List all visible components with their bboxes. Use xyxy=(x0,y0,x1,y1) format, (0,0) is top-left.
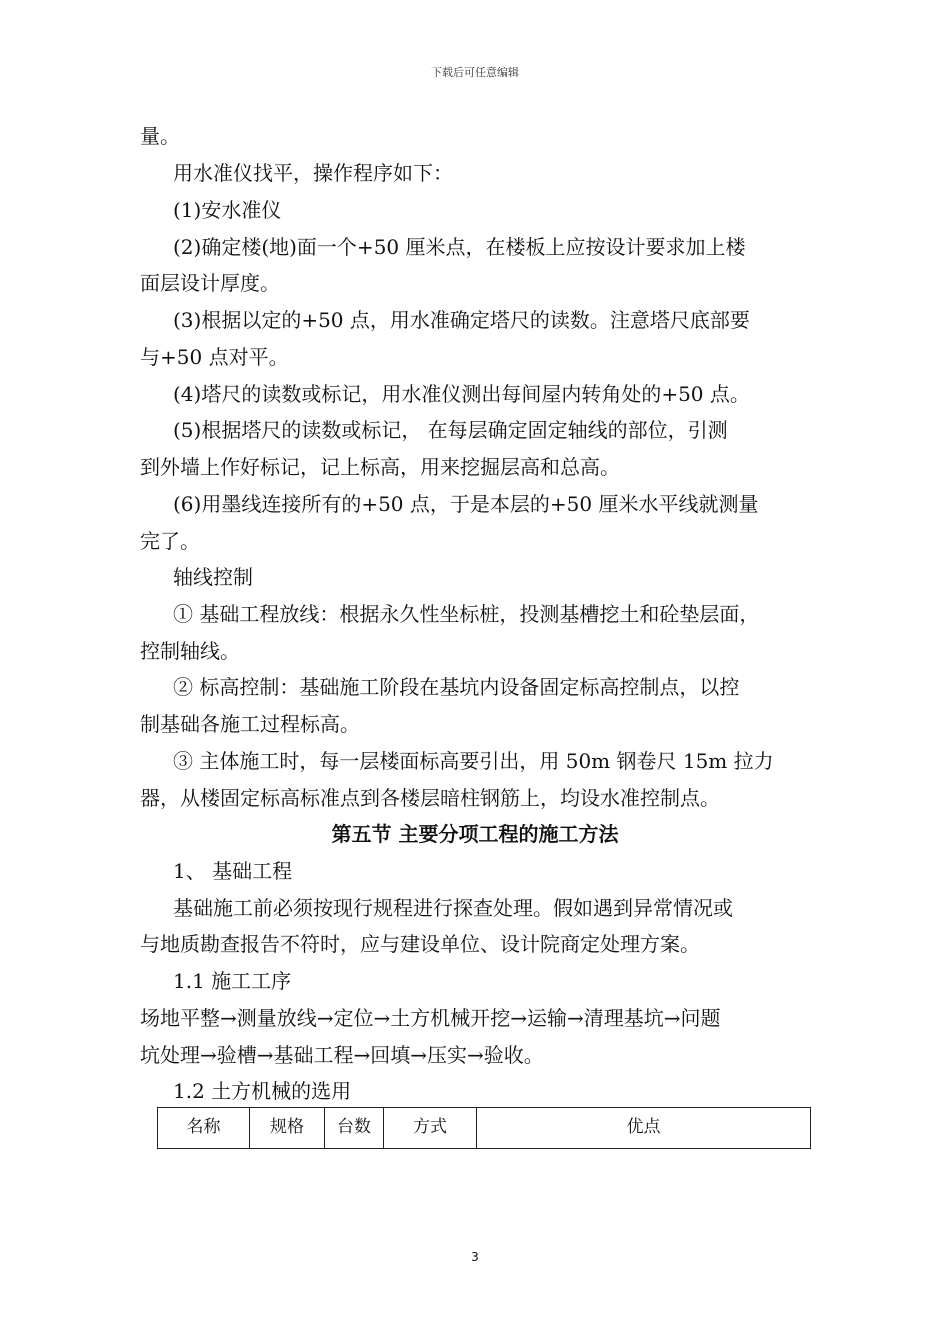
text-line: 与地质勘查报告不符时，应与建设单位、设计院商定处理方案。 xyxy=(140,932,700,956)
text-line: 到外墙上作好标记，记上标高，用来挖掘层高和总高。 xyxy=(140,455,620,479)
text-line: 量。 xyxy=(140,124,180,148)
text-line: 场地平整→测量放线→定位→土方机械开挖→运输→清理基坑→问题 xyxy=(140,1006,721,1030)
text-line: (4)塔尺的读数或标记，用水准仪测出每间屋内转角处的+50 点。 xyxy=(173,382,750,406)
text-line: ② 标高控制：基础施工阶段在基坑内设备固定标高控制点，以控 xyxy=(173,675,740,699)
section-heading: 第五节 主要分项工程的施工方法 xyxy=(331,822,619,846)
text-line: ③ 主体施工时，每一层楼面标高要引出，用 50m 钢卷尺 15m 拉力 xyxy=(173,749,774,773)
text-line: 1.2 土方机械的选用 xyxy=(173,1079,352,1103)
text-line: 基础施工前必须按现行规程进行探查处理。假如遇到异常情况或 xyxy=(173,896,733,920)
text-line: (3)根据以定的+50 点，用水准确定塔尺的读数。注意塔尺底部要 xyxy=(173,308,750,332)
text-line: 与+50 点对平。 xyxy=(140,345,289,369)
text-line: 轴线控制 xyxy=(173,565,253,589)
text-line: 坑处理→验槽→基础工程→回填→压实→验收。 xyxy=(140,1043,544,1067)
text-line: 面层设计厚度。 xyxy=(140,271,280,295)
text-line: (1)安水准仪 xyxy=(173,198,282,222)
table-header-cell: 方式 xyxy=(384,1108,477,1149)
text-line: 完了。 xyxy=(140,529,200,553)
machinery-table xyxy=(157,1107,811,1149)
table-header-cell: 规格 xyxy=(250,1108,325,1149)
text-line: (2)确定楼(地)面一个+50 厘米点，在楼板上应按设计要求加上楼 xyxy=(173,235,746,259)
table-header-cell: 台数 xyxy=(325,1108,384,1149)
text-line: ① 基础工程放线：根据永久性坐标桩，投测基槽挖土和砼垫层面， xyxy=(173,602,760,626)
page-header: 下载后可任意编辑 xyxy=(431,66,519,79)
table-header-cell: 名称 xyxy=(158,1108,250,1149)
text-line: 器，从楼固定标高标准点到各楼层暗柱钢筋上，均设水准控制点。 xyxy=(140,786,720,810)
text-line: 制基础各施工过程标高。 xyxy=(140,712,360,736)
text-line: (5)根据塔尺的读数或标记， 在每层确定固定轴线的部位，引测 xyxy=(173,418,728,442)
page-number: 3 xyxy=(471,1250,479,1264)
text-line: 控制轴线。 xyxy=(140,639,240,663)
text-line: 1、 基础工程 xyxy=(173,859,293,883)
text-line: (6)用墨线连接所有的+50 点，于是本层的+50 厘米水平线就测量 xyxy=(173,492,759,516)
table-header-cell: 优点 xyxy=(477,1108,811,1149)
text-line: 用水准仪找平，操作程序如下： xyxy=(173,161,453,185)
text-line: 1.1 施工工序 xyxy=(173,969,292,993)
table-header-row xyxy=(158,1108,811,1149)
